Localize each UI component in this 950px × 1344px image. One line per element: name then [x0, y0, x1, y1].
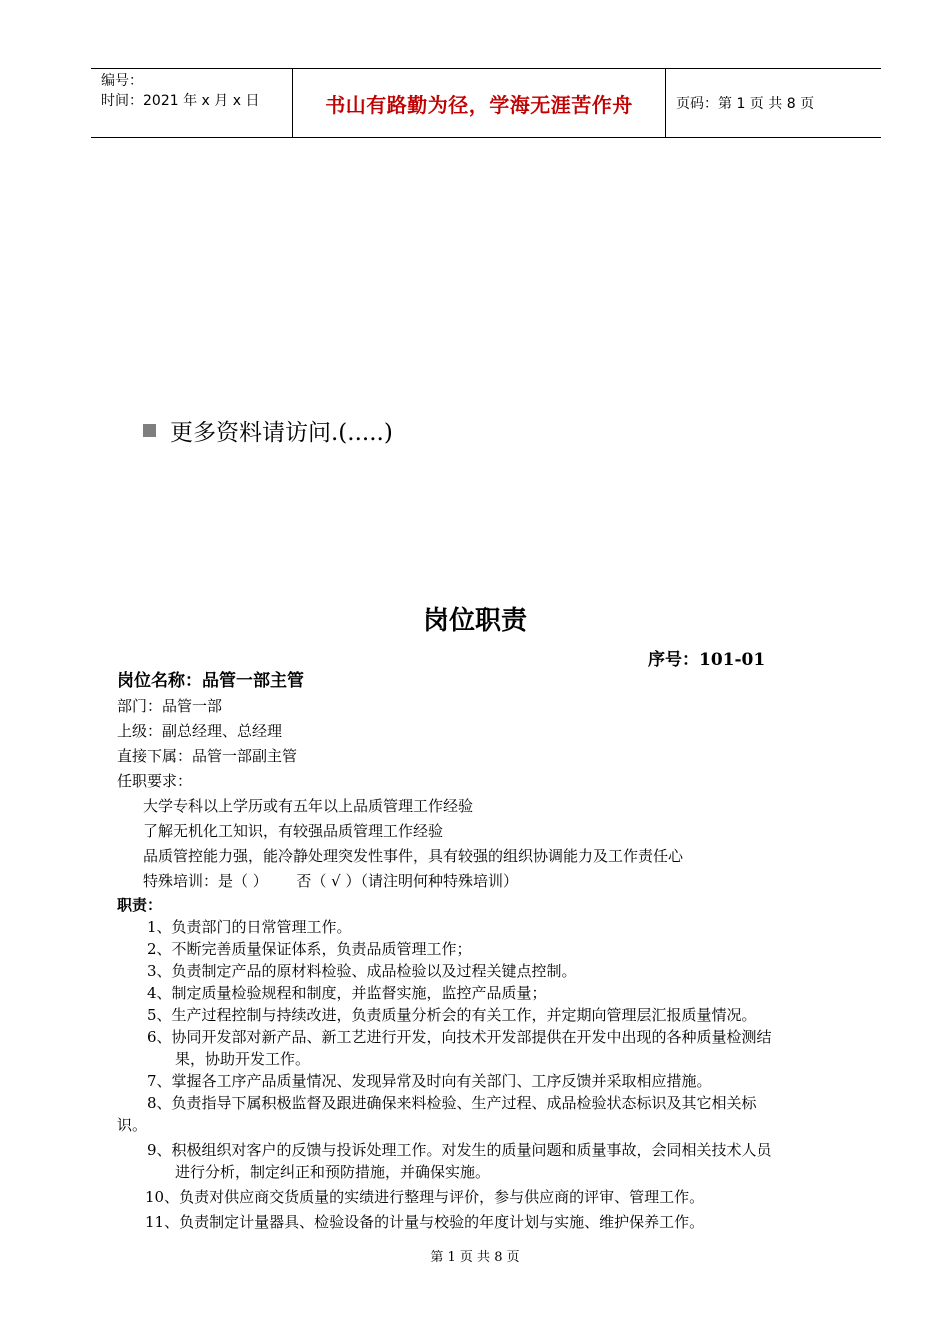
more-info-line — [143, 414, 393, 447]
page-header — [91, 68, 881, 138]
number-label: 编号： — [101, 73, 143, 89]
duty-item: 5、 生产过程控制与持续改进，负责质量分析会的有关工作，并定期向管理层汇报质量情况。 — [147, 1006, 757, 1024]
time-label: 时间：2021 年 x 月 x 日 — [101, 93, 260, 109]
requirement-item: 大学专科以上学历或有五年以上品质管理工作经验 — [143, 797, 474, 815]
duty-item: 10、 负责对供应商交货质量的实绩进行整理与评价，参与供应商的评审、管理工作。 — [145, 1188, 705, 1206]
duty-item: 3、 负责制定产品的原材料检验、成品检验以及过程关键点控制。 — [147, 962, 577, 980]
serial-number: 序号：101-01 — [648, 650, 766, 670]
header-page-info: 页码：第 1 页 共 8 页 — [676, 96, 815, 112]
duty-item: 1、 负责部门的日常管理工作。 — [147, 918, 352, 936]
duty-continuation: 识。 — [117, 1116, 148, 1134]
duty-continuation: 果，协助开发工作。 — [175, 1050, 311, 1068]
requirement-item: 特殊培训：是（ ） 否（ √ ）（请注明何种特殊培训） — [143, 872, 518, 890]
duty-item: 6、 协同开发部对新产品、新工艺进行开发，向技术开发部提供在开发中出现的各种质量检测结 — [147, 1028, 772, 1046]
duty-item: 8、 负责指导下属积极监督及跟进确保来料检验、生产过程、成品检验状态标识及其它相关标 — [147, 1094, 757, 1112]
duty-item: 9、 积极组织对客户的反馈与投诉处理工作。对发生的质量问题和质量事故，会同相关技术人员 — [147, 1141, 772, 1159]
superior: 上级：副总经理、总经理 — [117, 722, 283, 740]
duties-label: 职责： — [117, 896, 163, 914]
header-meta — [91, 69, 293, 137]
requirement-item: 品质管控能力强，能冷静处理突发性事件，具有较强的组织协调能力及工作责任心 — [143, 847, 684, 865]
more-info-text: 更多资料请访问.(.....) — [170, 420, 393, 446]
duty-item: 7、 掌握各工序产品质量情况、发现异常及时向有关部门、工序反馈并采取相应措施。 — [147, 1072, 712, 1090]
square-bullet-icon — [143, 424, 156, 437]
header-motto: 书山有路勤为径，学海无涯苦作舟 — [293, 69, 666, 137]
duty-item: 4、 制定质量检验规程和制度，并监督实施，监控产品质量； — [147, 984, 547, 1002]
duty-item: 11、 负责制定计量器具、检验设备的计量与校验的年度计划与实施、维护保养工作。 — [145, 1213, 705, 1231]
subordinate: 直接下属：品管一部副主管 — [117, 747, 298, 765]
duty-continuation: 进行分析，制定纠正和预防措施，并确保实施。 — [175, 1163, 491, 1181]
position-name: 岗位名称：品管一部主管 — [117, 671, 304, 691]
requirements-label: 任职要求： — [117, 772, 193, 790]
duty-item: 2、 不断完善质量保证体系，负责品质管理工作； — [147, 940, 472, 958]
document-body — [117, 669, 857, 1233]
page-footer: 第 1 页 共 8 页 — [430, 1250, 520, 1265]
document-title: 岗位职责 — [422, 606, 527, 636]
department: 部门：品管一部 — [117, 697, 223, 715]
requirement-item: 了解无机化工知识，有较强品质管理工作经验 — [143, 822, 444, 840]
duties-list — [117, 916, 857, 1233]
